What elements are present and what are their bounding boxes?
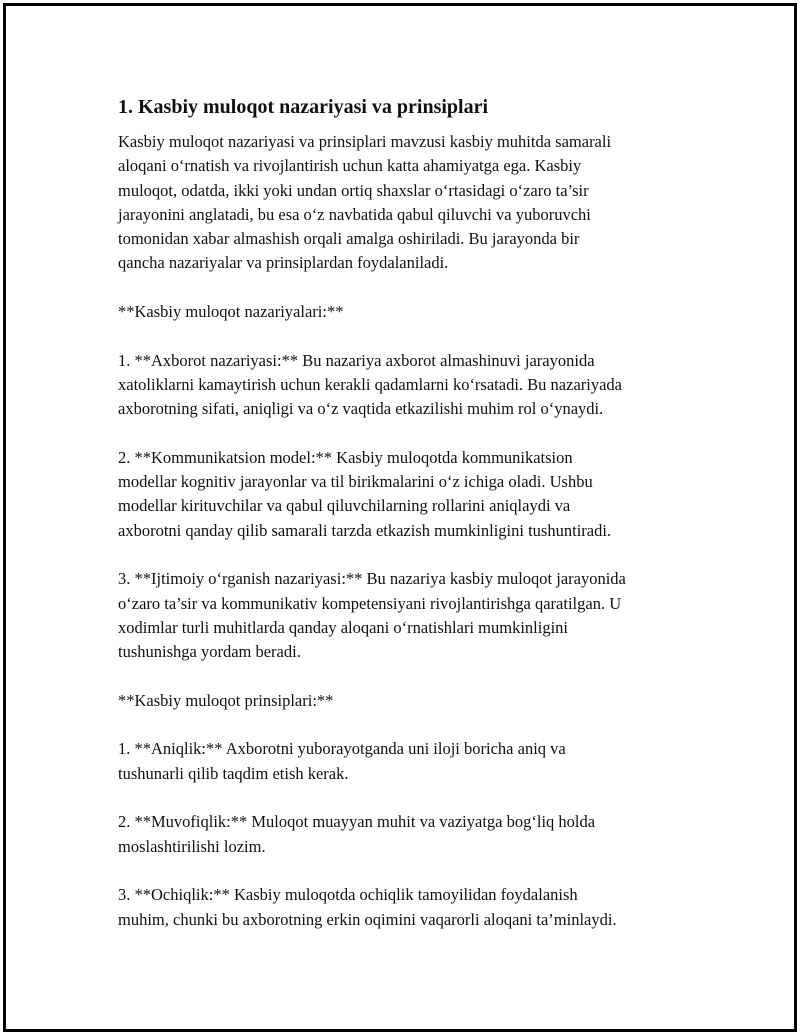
theory-item-2: 2. **Kommunikatsion model:** Kasbiy muloqotda kommunikatsion modellar kognitiv jarayonlar va til birikmalarini o‘z ichiga oladi. Ushbu modellar kirituvchilar va qabul qiluvchilarning rollarini aniqlaydi va axborotni qanday qilib samarali tarzda etkazish mumkinligini tushuntiradi. — [118, 447, 612, 540]
document-title: 1. Kasbiy muloqot nazariyasi va prinsiplari — [118, 96, 489, 118]
principle-item-2: 2. **Muvofiqlik:** Muloqot muayyan muhit va vaziyatga bog‘liq holda moslashtirilishi lozim. — [118, 812, 596, 856]
principle-item-1: 1. **Aniqlik:** Axborotni yuborayotganda uni iloji boricha aniq va tushunarli qilib taqdim etish kerak. — [118, 739, 566, 783]
principles-heading: **Kasbiy muloqot prinsiplari:** — [118, 690, 334, 710]
principle-item-3: 3. **Ochiqlik:** Kasbiy muloqotda ochiqlik tamoyilidan foydalanish muhim, chunki bu axborotning erkin oqimini vaqarorli aloqani ta’minlaydi. — [118, 885, 617, 929]
theory-item-3: 3. **Ijtimoiy o‘rganish nazariyasi:** Bu nazariya kasbiy muloqot jarayonida o‘zaro ta’sir va kommunikativ kompetensiyani rivojlantirishga qaratilgan. U xodimlar turli muhitlarda qanday aloqani o‘rnatishlari mumkinligini tushunishga yordam beradi. — [118, 569, 626, 662]
intro-paragraph: Kasbiy muloqot nazariyasi va prinsiplari mavzusi kasbiy muhitda samarali aloqani o‘rnatish va rivojlantirish uchun katta ahamiyatga ega. Kasbiy muloqot, odatda, ikki yoki undan ortiq shaxslar o‘rtasidagi o‘zaro ta’sir jarayonini anglatadi, bu esa o‘z navbatida qabul qiluvchi va yuboruvchi tomonidan xabar almashish orqali amalga oshiriladi. Bu jarayonda bir qancha nazariyalar va prinsiplardan foydalaniladi. — [118, 132, 612, 273]
document-body — [118, 94, 698, 956]
theory-item-1: 1. **Axborot nazariyasi:** Bu nazariya axborot almashinuvi jarayonida xatoliklarni kamaytirish uchun kerakli qadamlarni ko‘rsatadi. Bu nazariyada axborotning sifati, aniqligi va o‘z vaqtida etkazilishi muhim rol o‘ynaydi. — [118, 350, 622, 419]
theories-heading: **Kasbiy muloqot nazariyalari:** — [118, 302, 344, 322]
